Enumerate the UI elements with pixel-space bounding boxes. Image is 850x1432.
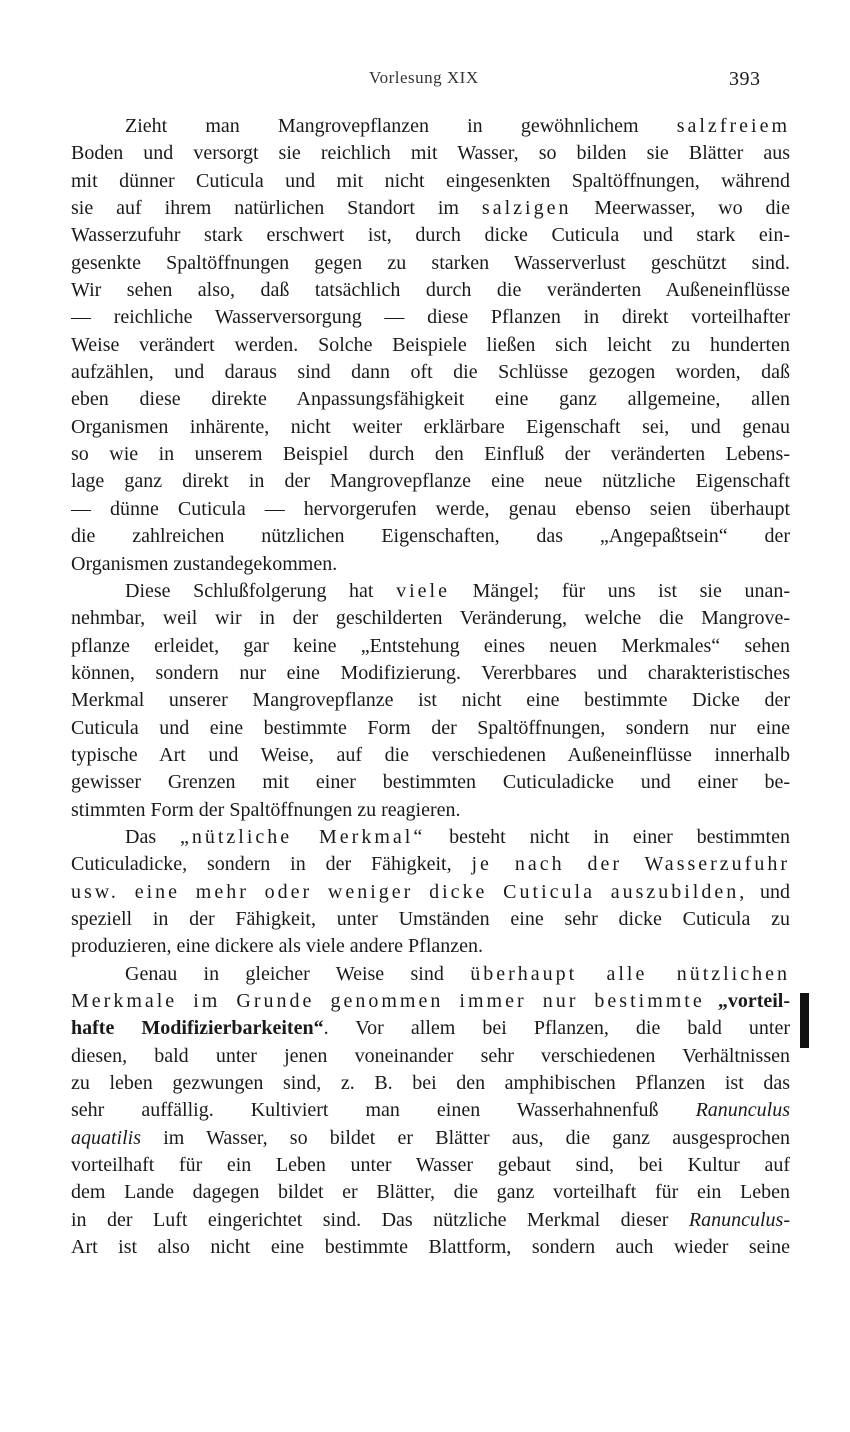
text-line bbox=[71, 715, 790, 742]
text-run: in der Luft eingerichtet sind. Das nützliche Merkmal dieser bbox=[71, 1208, 689, 1231]
text-run: sie auf ihrem natürlichen Standort im bbox=[71, 197, 482, 220]
text-run: pflanze erleidet, gar keine „Entstehung eines neuen Merkmales“ sehen bbox=[71, 634, 790, 657]
spaced-text: salzigen bbox=[481, 197, 572, 220]
text-line bbox=[71, 277, 790, 304]
text-run: Zieht man Mangrovepflanzen in gewöhnlichem bbox=[125, 115, 677, 137]
text-run: — dünne Cuticula — hervorgerufen werde, genau ebenso seien überhaupt bbox=[71, 497, 790, 520]
spaced-text: „nützliche Merkmal“ bbox=[179, 825, 426, 848]
text-line bbox=[71, 523, 790, 550]
running-head bbox=[0, 64, 850, 94]
text-run: können, sondern nur eine Modifizierung. Vererbbares und charakteristisches bbox=[71, 661, 790, 684]
bold-text: hafte Modifizierbarkeiten“ bbox=[71, 1017, 324, 1040]
text-run: stimmten Form der Spaltöffnungen zu reagieren. bbox=[71, 798, 461, 821]
text-line bbox=[71, 1097, 790, 1124]
text-run: Organismen inhärente, nicht weiter erklärbare Eigenschaft sei, und genau bbox=[71, 415, 790, 438]
text-line bbox=[71, 660, 790, 687]
text-run: Meerwasser, wo die bbox=[571, 197, 790, 220]
text-run: vorteilhaft für ein Leben unter Wasser gebaut sind, bei Kultur auf bbox=[71, 1154, 790, 1177]
text-line bbox=[71, 468, 790, 495]
text-line bbox=[71, 386, 790, 413]
text-run: Genau in gleicher Weise sind bbox=[125, 962, 471, 985]
text-line bbox=[71, 742, 790, 769]
text-line bbox=[71, 304, 790, 331]
text-line bbox=[71, 933, 790, 960]
text-run: so wie in unserem Beispiel durch den Einfluß der veränderten Lebens- bbox=[71, 443, 790, 466]
running-title: Vorlesung XIX bbox=[369, 68, 479, 87]
text-line bbox=[71, 250, 790, 277]
text-line bbox=[71, 851, 790, 878]
text-run: produzieren, eine dickere als viele andere Pflanzen. bbox=[71, 935, 484, 958]
text-run: Mängel; für uns ist sie unan- bbox=[449, 579, 790, 602]
text-run: Wasserzufuhr stark erschwert ist, durch dicke Cuticula und stark ein- bbox=[71, 224, 790, 247]
text-line bbox=[71, 1015, 790, 1042]
text-line bbox=[71, 222, 790, 249]
text-run: Merkmal unserer Mangrovepflanze ist nicht eine bestimmte Dicke der bbox=[71, 689, 790, 712]
text-line bbox=[71, 1207, 790, 1234]
body-text bbox=[71, 113, 790, 1261]
text-line bbox=[71, 824, 790, 851]
text-line bbox=[71, 113, 790, 140]
text-run: dem Lande dagegen bildet er Blätter, die ganz vorteilhaft für ein Leben bbox=[71, 1181, 790, 1204]
text-run: Boden und versorgt sie reichlich mit Wasser, so bilden sie Blätter aus bbox=[71, 142, 790, 165]
text-line bbox=[71, 961, 790, 988]
text-run: besteht nicht in einer bestimmten bbox=[425, 825, 790, 848]
text-run: diesen, bald unter jenen voneinander sehr verschiedenen Verhältnissen bbox=[71, 1044, 790, 1067]
text-run: Cuticuladicke, sondern in der Fähigkeit, bbox=[71, 853, 472, 876]
text-run: speziell in der Fähigkeit, unter Umständen eine sehr dicke Cuticula zu bbox=[71, 907, 790, 930]
italic-text: Ranunculus bbox=[695, 1099, 790, 1122]
text-run: aufzählen, und daraus sind dann oft die Schlüsse gezogen worden, daß bbox=[71, 361, 790, 384]
text-run: — reichliche Wasserversorgung — diese Pflanzen in direkt vorteilhafter bbox=[71, 306, 790, 329]
text-line bbox=[71, 769, 790, 796]
spaced-text: Merkmale im Grunde genommen immer nur bestimmte bbox=[71, 990, 705, 1012]
text-line bbox=[71, 496, 790, 523]
text-run: typische Art und Weise, auf die verschiedenen Außeneinflüsse innerhalb bbox=[71, 743, 790, 766]
margin-mark bbox=[800, 993, 809, 1048]
text-run: gesenkte Spaltöffnungen gegen zu starken Wasserverlust geschützt sind. bbox=[71, 251, 790, 274]
text-line bbox=[71, 414, 790, 441]
text-line bbox=[71, 1152, 790, 1179]
text-run: sehr auffällig. Kultiviert man einen Wasserhahnenfuß bbox=[71, 1099, 696, 1122]
text-line bbox=[71, 633, 790, 660]
text-run: Cuticula und eine bestimmte Form der Spaltöffnungen, sondern nur eine bbox=[71, 716, 790, 739]
text-line bbox=[71, 1125, 790, 1152]
text-run: lage ganz direkt in der Mangrovepflanze eine neue nützliche Eigenschaft bbox=[71, 470, 790, 493]
text-line bbox=[71, 687, 790, 714]
text-line bbox=[71, 879, 790, 906]
text-line bbox=[71, 578, 790, 605]
bold-text: „vorteil- bbox=[704, 990, 790, 1012]
text-line bbox=[71, 906, 790, 933]
spaced-text: je nach der Wasserzufuhr bbox=[471, 853, 790, 876]
text-run: gewisser Grenzen mit einer bestimmten Cuticuladicke und einer be- bbox=[71, 771, 790, 794]
text-line bbox=[71, 359, 790, 386]
spaced-text: salzfreiem bbox=[676, 115, 790, 137]
text-run: nehmbar, weil wir in der geschilderten Veränderung, welche die Mangrove- bbox=[71, 607, 790, 630]
text-line bbox=[71, 551, 790, 578]
text-line bbox=[71, 441, 790, 468]
italic-text: aquatilis bbox=[71, 1126, 142, 1149]
text-run: Art ist also nicht eine bestimmte Blattform, sondern auch wieder seine bbox=[71, 1236, 790, 1259]
text-line bbox=[71, 1179, 790, 1206]
text-line bbox=[71, 988, 790, 1015]
spaced-text: viele bbox=[396, 579, 450, 602]
text-run: . Vor allem bei Pflanzen, die bald unter bbox=[323, 1017, 790, 1040]
text-line bbox=[71, 332, 790, 359]
page-number: 393 bbox=[729, 68, 761, 90]
text-line bbox=[71, 1234, 790, 1261]
text-line bbox=[71, 797, 790, 824]
text-run: die zahlreichen nützlichen Eigenschaften, das „Angepaßtsein“ der bbox=[71, 525, 790, 548]
text-run: eben diese direkte Anpassungsfähigkeit eine ganz allgemeine, allen bbox=[71, 388, 790, 411]
text-run: mit dünner Cuticula und mit nicht eingesenkten Spaltöffnungen, während bbox=[71, 169, 790, 192]
italic-text: Ranunculus- bbox=[688, 1208, 790, 1231]
text-run: im Wasser, so bildet er Blätter aus, die ganz ausgesprochen bbox=[141, 1126, 790, 1149]
text-run: Weise verändert werden. Solche Beispiele ließen sich leicht zu hunderten bbox=[71, 333, 790, 356]
text-run: Diese Schlußfolgerung hat bbox=[125, 579, 397, 602]
text-run: zu leben gezwungen sind, z. B. bei den amphibischen Pflanzen ist das bbox=[71, 1072, 790, 1095]
text-line bbox=[71, 140, 790, 167]
text-line bbox=[71, 1070, 790, 1097]
text-run: Wir sehen also, daß tatsächlich durch die veränderten Außeneinflüsse bbox=[71, 279, 790, 302]
text-line bbox=[71, 168, 790, 195]
text-line bbox=[71, 195, 790, 222]
text-line bbox=[71, 605, 790, 632]
text-run: Das bbox=[125, 825, 180, 848]
text-run: und bbox=[747, 880, 790, 903]
spaced-text: überhaupt alle nützlichen bbox=[470, 962, 790, 985]
text-line bbox=[71, 1043, 790, 1070]
spaced-text: usw. eine mehr oder weniger dicke Cuticula auszubilden, bbox=[71, 880, 748, 903]
text-run: Organismen zustandegekommen. bbox=[71, 552, 338, 575]
